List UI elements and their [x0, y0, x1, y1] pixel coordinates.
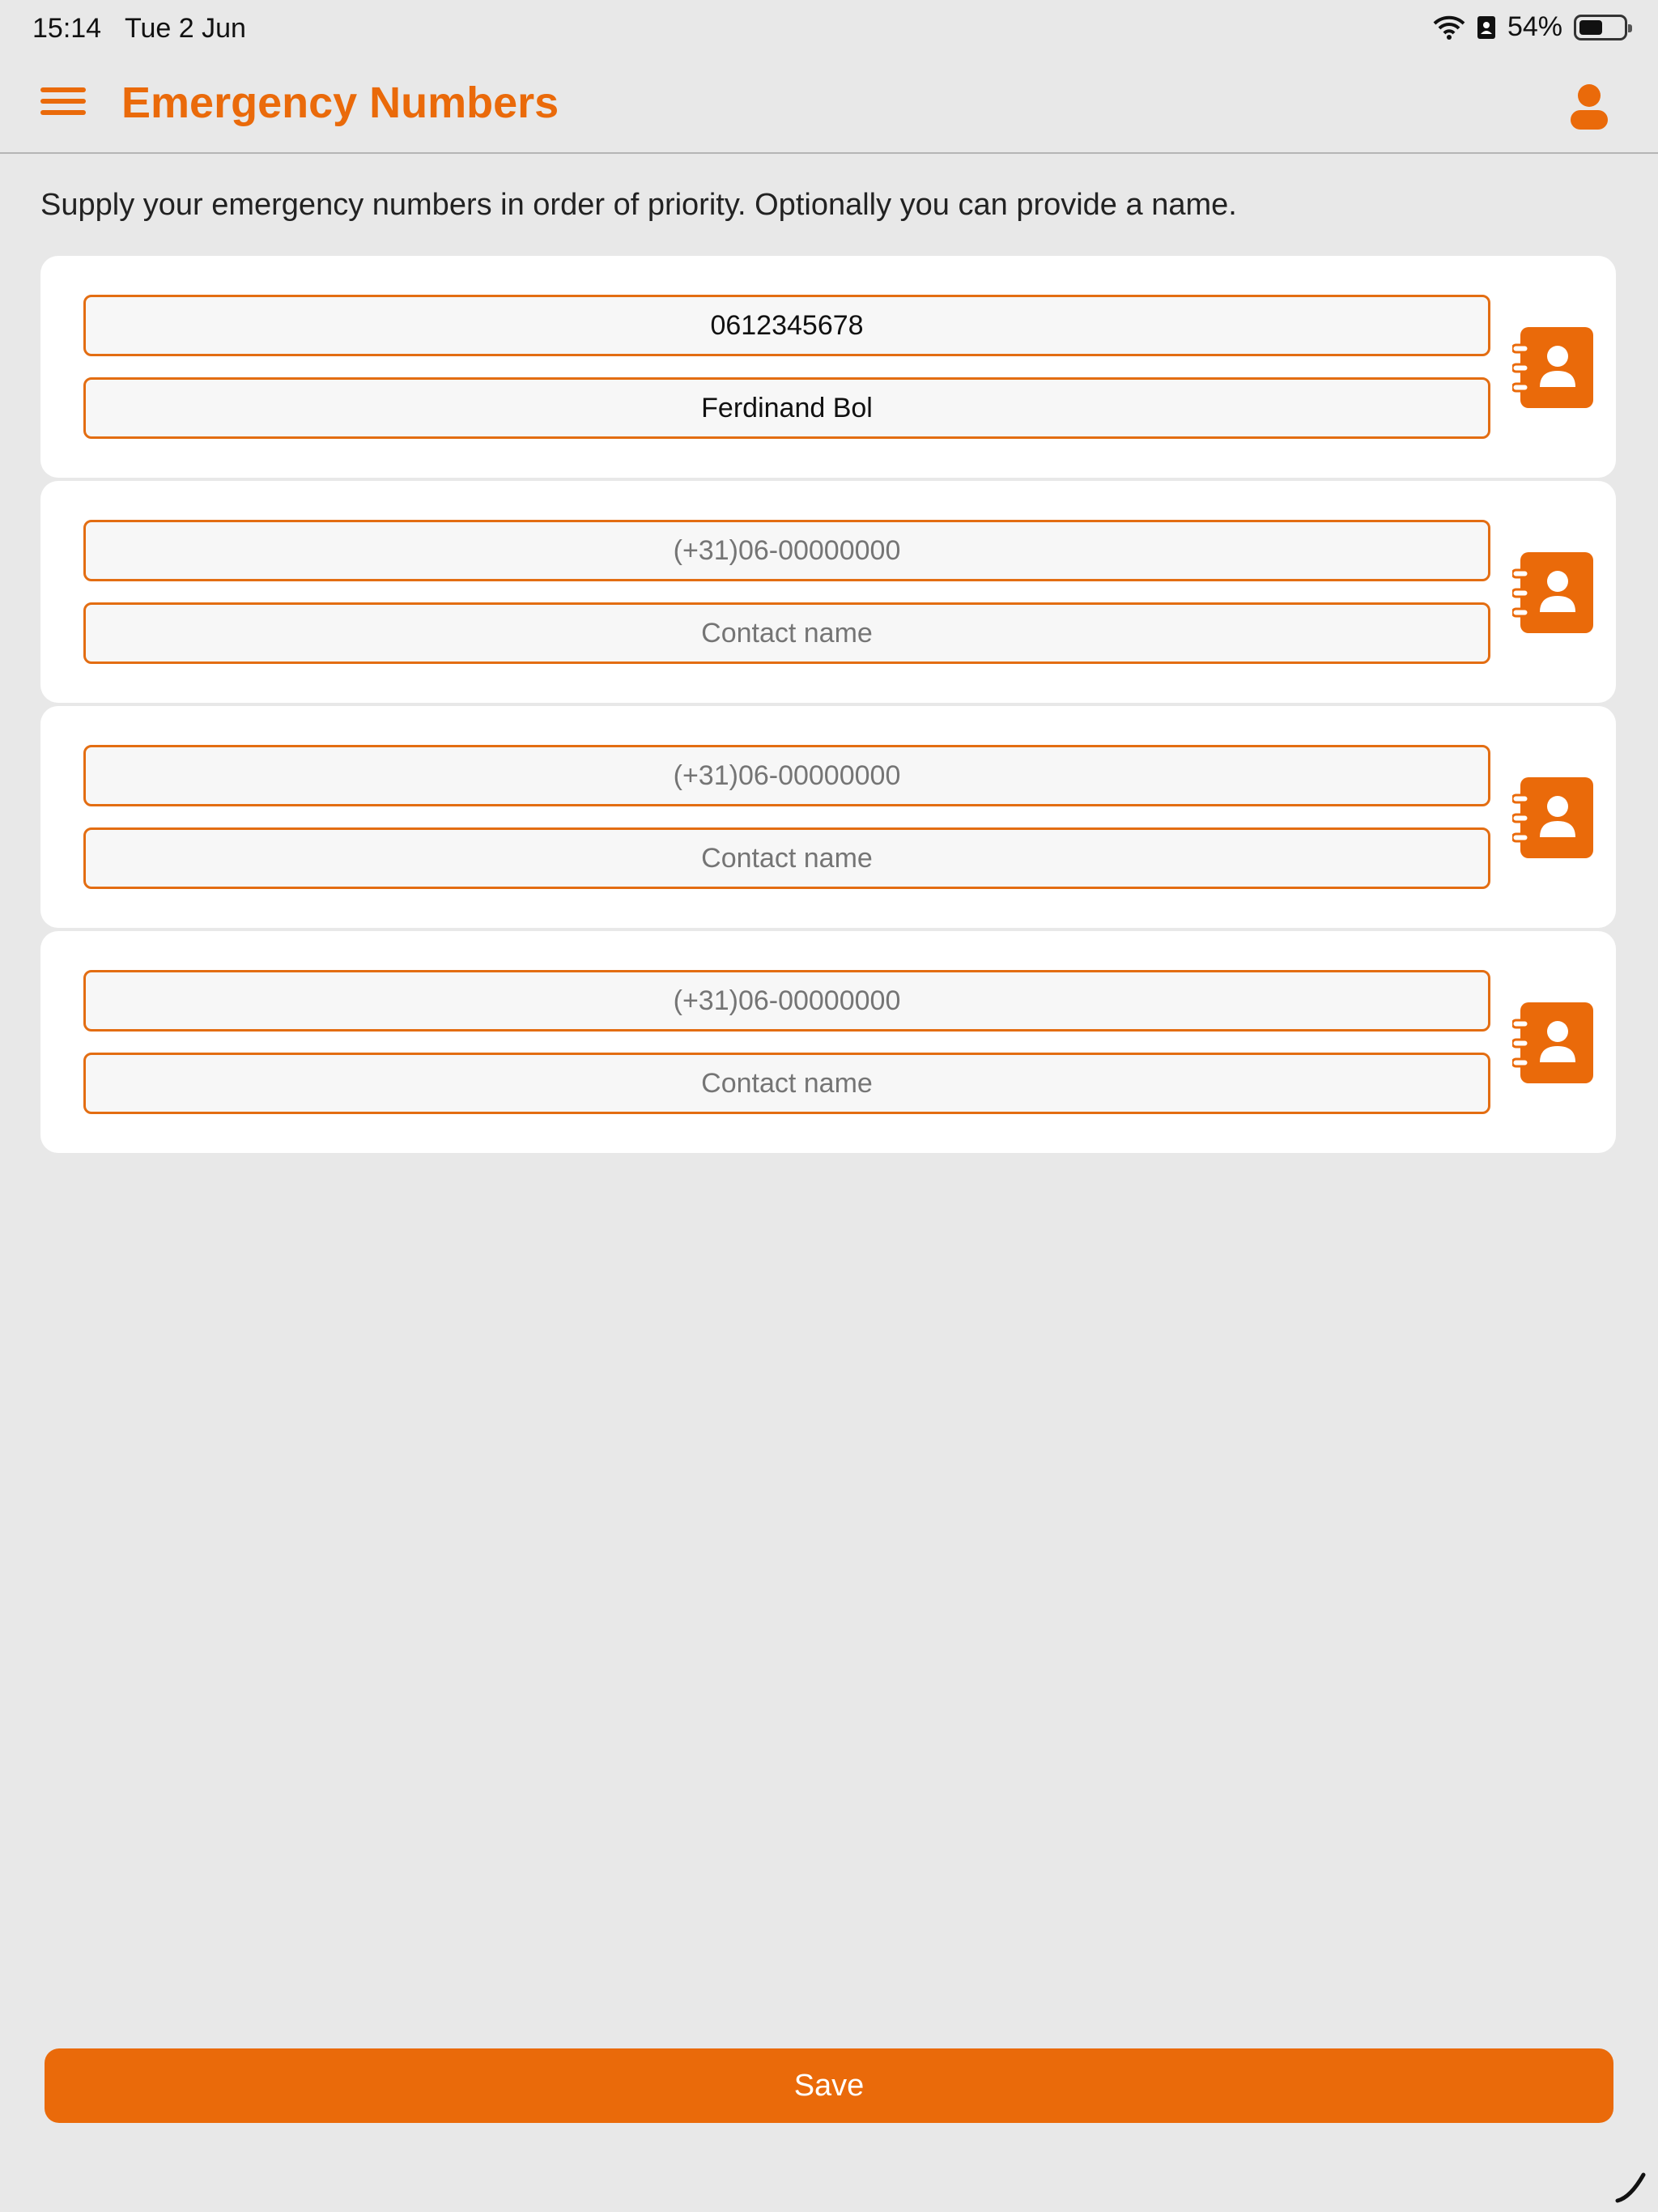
hamburger-icon-bar	[40, 99, 86, 104]
hamburger-icon-bar	[40, 110, 86, 115]
contact-name-input[interactable]	[83, 602, 1490, 664]
contact-name-input[interactable]	[83, 377, 1490, 439]
intro-text: Supply your emergency numbers in order of priority. Optionally you can provide a name.	[40, 188, 1237, 222]
emergency-entry-card	[40, 706, 1616, 928]
battery-icon	[1574, 15, 1627, 40]
hamburger-icon-bar	[40, 87, 86, 92]
app-header	[0, 58, 1658, 154]
contact-name-input[interactable]	[83, 1053, 1490, 1114]
phone-input[interactable]	[83, 970, 1490, 1032]
resize-handle-icon	[1614, 2170, 1648, 2204]
wifi-icon	[1433, 15, 1465, 40]
contact-name-input[interactable]	[83, 827, 1490, 889]
emergency-entry-card	[40, 931, 1616, 1153]
user-icon[interactable]	[1569, 81, 1609, 131]
phone-input[interactable]	[83, 520, 1490, 581]
address-book-icon[interactable]	[1512, 1001, 1596, 1085]
battery-level	[1579, 20, 1602, 35]
page-title: Emergency Numbers	[121, 79, 559, 127]
emergency-entries-list	[40, 256, 1616, 1156]
phone-input[interactable]	[83, 745, 1490, 806]
address-book-icon[interactable]	[1512, 776, 1596, 860]
status-bar	[0, 0, 1658, 58]
status-indicators	[1433, 11, 1627, 43]
status-time: 15:14	[32, 13, 102, 44]
battery-percentage: 54%	[1507, 11, 1562, 42]
menu-button[interactable]	[40, 87, 86, 121]
emergency-entry-card	[40, 481, 1616, 703]
phone-input[interactable]	[83, 295, 1490, 356]
status-date: Tue 2 Jun	[125, 13, 246, 44]
address-book-icon[interactable]	[1512, 551, 1596, 635]
address-book-icon[interactable]	[1512, 325, 1596, 410]
save-button[interactable]: Save	[45, 2048, 1613, 2123]
emergency-entry-card	[40, 256, 1616, 478]
contact-card-icon	[1477, 15, 1496, 40]
